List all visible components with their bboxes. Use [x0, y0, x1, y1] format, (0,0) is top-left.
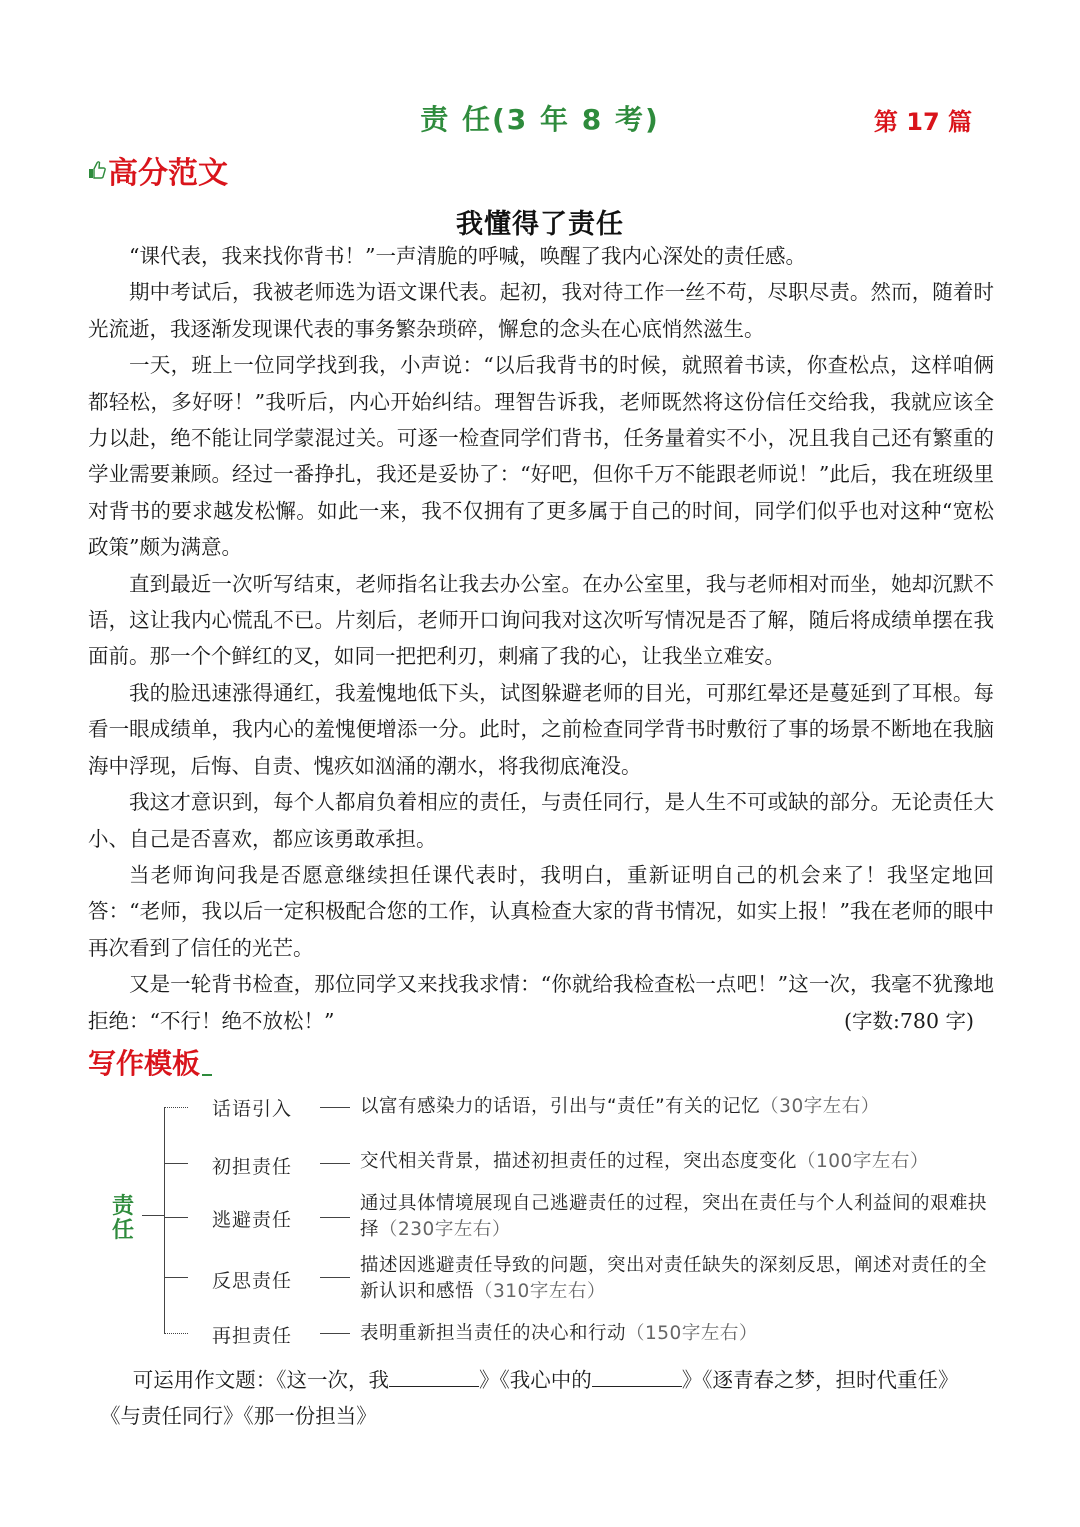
section-template-label: 写作模板	[88, 1047, 201, 1080]
mindmap-root-connector	[142, 1215, 164, 1216]
essay-paragraph: 当老师询问我是否愿意继续担任课代表时，我明白，重新证明自己的机会来了！我坚定地回答：“老师，我以后一定积极配合您的工作，认真检查大家的背书情况，如实上报！”我在老师的眼中再次看到了信任的光芒。	[88, 862, 994, 960]
essay-body	[88, 238, 994, 1039]
mindmap-branch-line	[164, 1277, 188, 1278]
essay-paragraph: 期中考试后，我被老师选为语文课代表。起初，我对待工作一丝不苟，尽职尽责。然而，随着时光流逝，我逐渐发现课代表的事务繁杂琐碎，懈怠的念头在心底悄然滋生。	[88, 280, 994, 341]
mindmap-branch-label: 逃避责任	[212, 1209, 293, 1231]
essay-paragraph: 一天，班上一位同学找到我，小声说：“以后我背书的时候，就照着书读，你查松点，这样咱俩都轻松，多好呀！”我听后，内心开始纠结。理智告诉我，老师既然将这份信任交给我，我就应该全力以赴，绝不能让同学蒙混过关。可逐一检查同学们背书，任务量着实不小，况且我自己还有繁重的学业需要兼顾。经过一番挣扎，我还是妥协了：“好吧，但你千万不能跟老师说！”此后，我在班级里对背书的要求越发松懈。如此一来，我不仅拥有了更多属于自己的时间，同学们似乎也对这种“宽松政策”颇为满意。	[88, 353, 994, 560]
thumbs-up-icon	[88, 160, 106, 180]
mindmap-branch-desc	[360, 1321, 990, 1347]
mindmap-branch-desc	[360, 1149, 990, 1175]
section-model-essay-heading	[88, 148, 228, 192]
mindmap-root: 责任	[111, 1194, 134, 1243]
word-count: (字数:780 字)	[843, 1008, 974, 1033]
essay-paragraph: 我的脸迅速涨得通红，我羞愧地低下头，试图躲避老师的目光，可那红晕还是蔓延到了耳根。每看一眼成绩单，我内心的羞愧便增添一分。此时，之前检查同学背书时敷衍了事的场景不断地在我脑海中浮现，后悔、自责、愧疚如汹涌的潮水，将我彻底淹没。	[88, 680, 994, 778]
mindmap-desc-text: 描述因逃避责任导致的问题，突出对责任缺失的深刻反思，阐述对责任的全新认识和感悟	[360, 1255, 988, 1302]
mindmap-branch-line	[164, 1163, 188, 1164]
title-4: 《与责任同行》	[100, 1404, 244, 1428]
fill-blank	[592, 1368, 682, 1387]
mindmap-branch-label: 话语引入	[212, 1098, 293, 1120]
mindmap-desc-hint: （150字左右）	[626, 1323, 758, 1344]
mindmap-branch-line	[164, 1107, 188, 1108]
mindmap-desc-hint: （230字左右）	[379, 1219, 511, 1240]
mindmap-branch-desc	[360, 1094, 990, 1120]
mindmap-desc-hint: （30字左右）	[760, 1096, 880, 1117]
essay-title: 我懂得了责任	[456, 209, 624, 240]
title-1-start: 《这一次，我	[276, 1368, 390, 1392]
mindmap-branch-line	[164, 1217, 188, 1218]
mindmap-dash	[320, 1217, 350, 1218]
essay-paragraph: 直到最近一次听写结束，老师指名让我去办公室。在办公室里，我与老师相对而坐，她却沉默不语，这让我内心慌乱不已。片刻后，老师开口询问我对这次听写情况是否了解，随后将成绩单摆在我面前。那一个个鲜红的叉，如同一把把利刃，刺痛了我的心，让我坐立难安。	[88, 571, 994, 669]
title-1-end: 》	[479, 1368, 500, 1392]
topic-title: 责 任(3 年 8 考)	[420, 103, 660, 136]
mindmap-branch-line	[164, 1333, 188, 1334]
writing-template-mindmap	[100, 1085, 1000, 1355]
essay-paragraph: “课代表，我来找你背书！”一声清脆的呼喊，唤醒了我内心深处的责任感。	[129, 244, 806, 268]
essay-paragraph: 我这才意识到，每个人都肩负着相应的责任，与责任同行，是人生不可或缺的部分。无论责任大小、自己是否喜欢，都应该勇敢承担。	[88, 790, 994, 851]
mindmap-branch-label: 反思责任	[212, 1270, 293, 1292]
applicable-titles-line	[100, 1362, 980, 1434]
mindmap-desc-text: 交代相关背景，描述初担责任的过程，突出态度变化	[360, 1151, 798, 1172]
mindmap-branch-label: 初担责任	[212, 1156, 293, 1178]
section-model-essay-label: 高分范文	[108, 156, 228, 191]
title-2-start: 《我心中的	[499, 1368, 592, 1392]
mindmap-desc-text: 表明重新担当责任的决心和行动	[360, 1323, 627, 1344]
page-header	[0, 98, 1080, 142]
mindmap-branch-label: 再担责任	[212, 1325, 293, 1347]
mindmap-desc-text: 通过具体情境展现自己逃避责任的过程，突出在责任与个人利益间的艰难抉择	[360, 1193, 988, 1240]
title-5: 《那一份担当》	[243, 1404, 377, 1428]
mindmap-desc-text: 以富有感染力的话语，引出与“责任”有关的记忆	[360, 1096, 761, 1117]
mindmap-dash	[320, 1163, 350, 1164]
essay-paragraph-text: 又是一轮背书检查，那位同学又来找我求情：“你就给我检查松一点吧！”这一次，我毫不犹豫地拒绝：“不行！绝不放松！”	[88, 972, 994, 1033]
mindmap-trunk	[164, 1107, 165, 1333]
heading-underline	[202, 1074, 212, 1076]
title-2-end: 》	[681, 1368, 703, 1392]
mindmap-desc-hint: （100字左右）	[797, 1151, 929, 1172]
mindmap-branch-desc	[360, 1191, 990, 1243]
mindmap-dash	[320, 1277, 350, 1278]
applicable-titles	[100, 1362, 980, 1434]
fill-blank	[389, 1368, 479, 1387]
mindmap-dash	[320, 1333, 350, 1334]
section-template-heading	[88, 1042, 212, 1082]
mindmap-dash	[320, 1107, 350, 1108]
title-3: 《逐青春之梦，担时代重任》	[702, 1368, 959, 1392]
essay-paragraph-last	[88, 966, 994, 1039]
applicable-prefix: 可运用作文题：	[132, 1368, 277, 1392]
article-number: 第 17 篇	[873, 108, 972, 136]
mindmap-branch-desc	[360, 1253, 990, 1305]
mindmap-desc-hint: （310字左右）	[474, 1281, 606, 1302]
